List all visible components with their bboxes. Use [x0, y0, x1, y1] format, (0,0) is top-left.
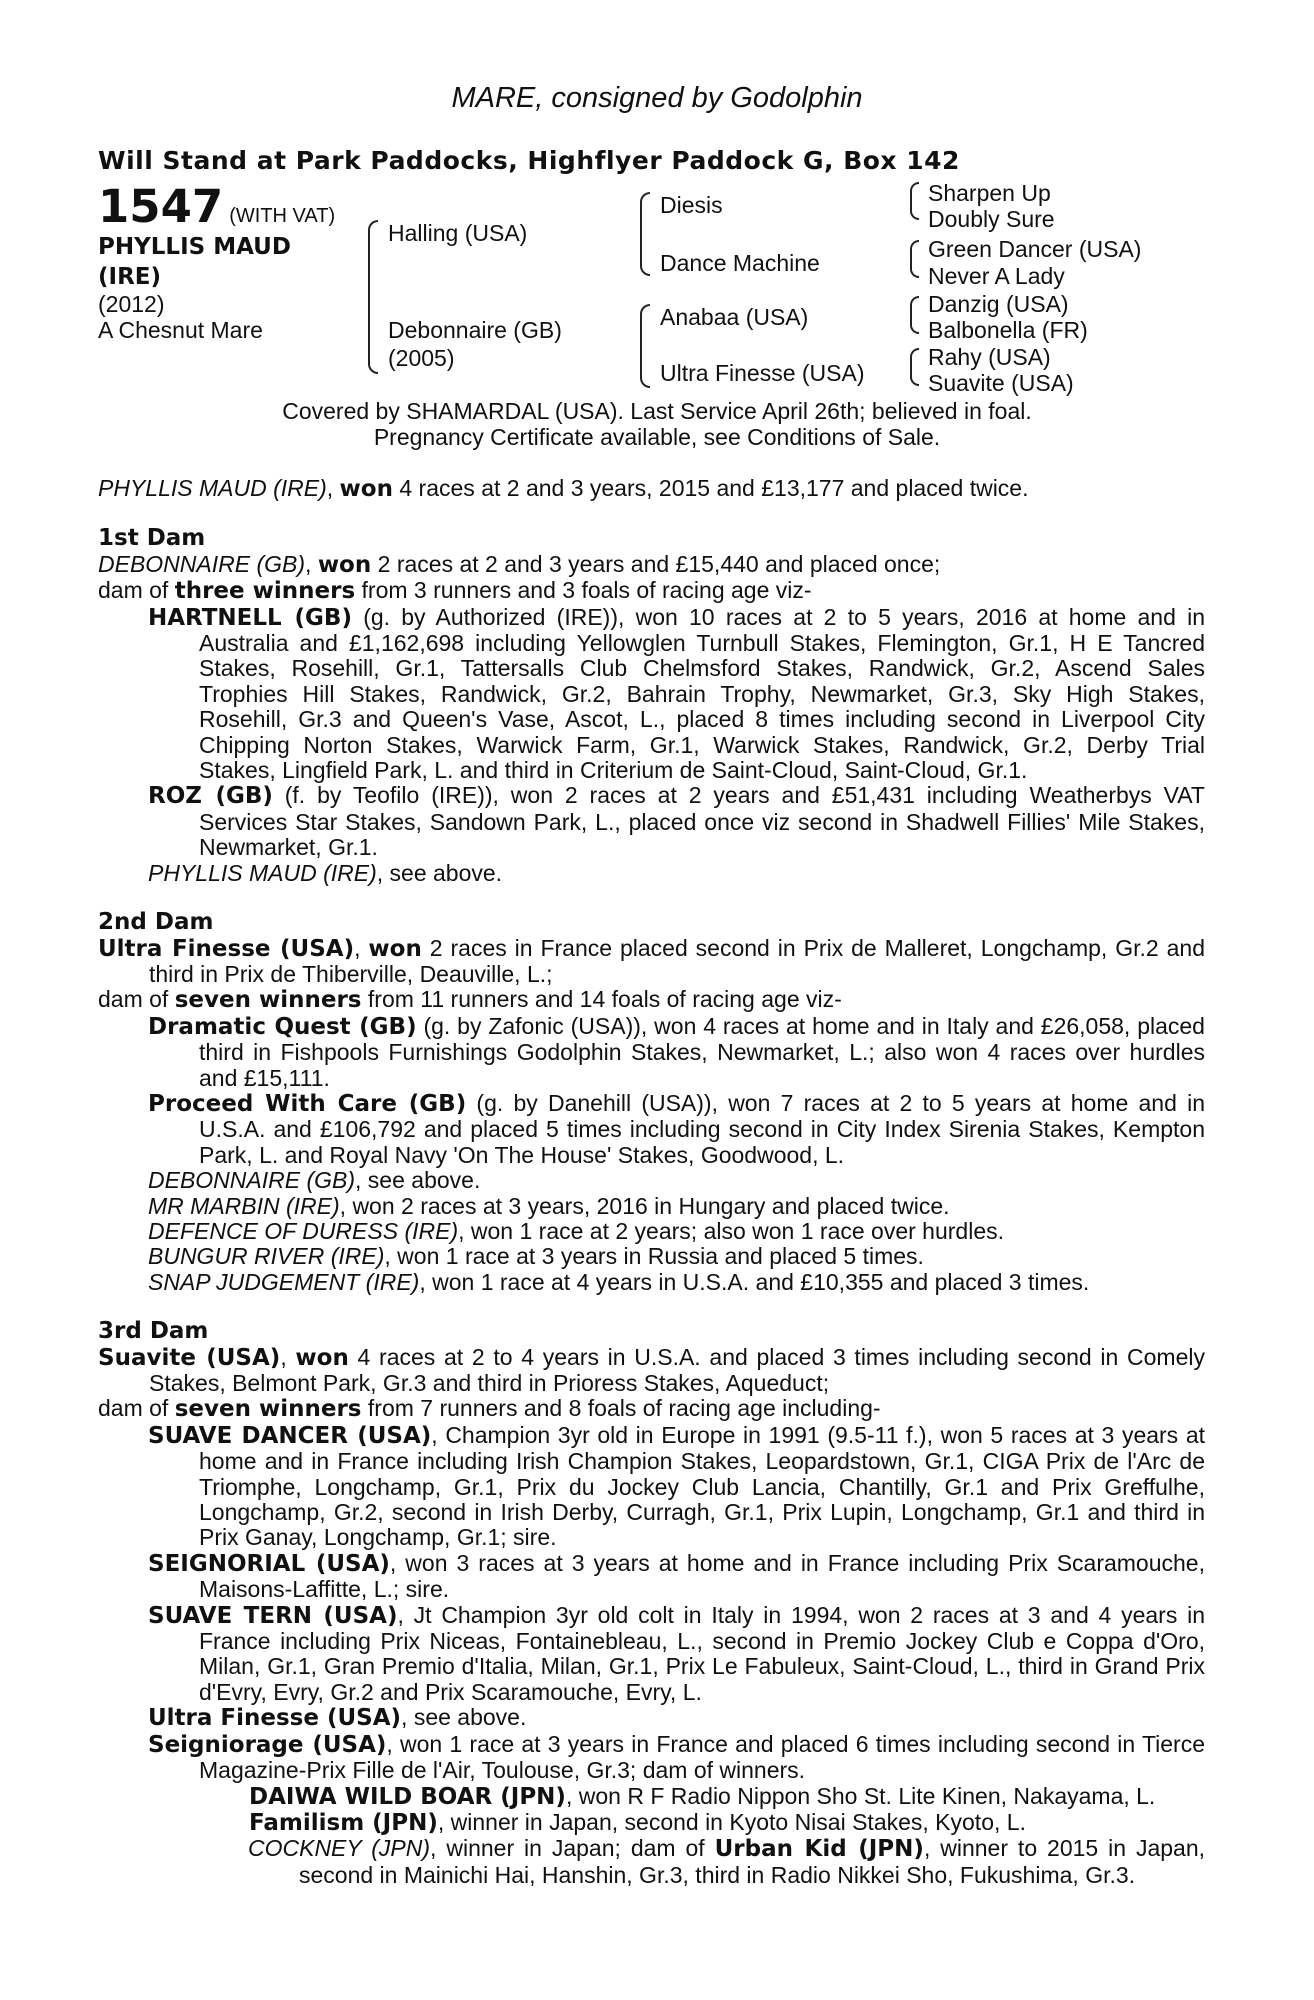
stand-location: Will Stand at Park Paddocks, Highflyer Paddock G, Box 142: [98, 146, 960, 175]
runner-name: BUNGUR RIVER (IRE): [148, 1243, 385, 1270]
intro-text: 4 races at 2 and 3 years, 2015 and £13,177 and placed twice.: [392, 475, 1029, 501]
dam1-runner: [98, 605, 1205, 784]
dam2-heading: 2nd Dam: [98, 909, 214, 936]
runner-text: (f. by Teofilo (IRE)), won 2 races at 2 years and £51,431 including Weatherbys VAT Services Star Stakes, Sandown Park, L., placed once viz second in Shadwell Fillies' Mile Stakes, Newmarket, Gr.1.: [199, 782, 1205, 861]
runner-text: , won 1 race at 3 years in France and placed 6 times including second in Tierce Magazine-Prix Fille de l'Air, Toulouse, Gr.3; dam of winners.: [199, 1730, 1205, 1784]
pedigree-brace: [910, 348, 919, 386]
dam3-runner: [98, 1732, 1205, 1784]
dam2-won: won: [368, 935, 422, 962]
dam2-summary-pre: dam of: [98, 986, 175, 1013]
runner-name: Proceed With Care (GB): [148, 1090, 467, 1117]
dam3-runner: [98, 1705, 1205, 1731]
pedigree-block: [0, 180, 1314, 400]
g3-rahy: Rahy (USA): [928, 344, 1051, 370]
dam2-summary-bold: seven winners: [174, 987, 362, 1014]
g3-danzig: Danzig (USA): [928, 291, 1069, 317]
runner-name: COCKNEY (JPN): [248, 1835, 431, 1862]
runner-name: SEIGNORIAL (USA): [148, 1550, 390, 1577]
dam2-record: Ultra Finesse (USA), won 2 races in France placed second in Prix de Malleret, Longchamp, Gr.2 and third in Prix de Thiberville, Deauville, L.;: [98, 934, 1205, 987]
dam1-summary-bold: three winners: [174, 578, 356, 605]
runner-name: PHYLLIS MAUD (IRE): [148, 859, 377, 886]
runner-text: , winner in Japan; dam of: [430, 1835, 715, 1862]
dam3-runner: [98, 1551, 1205, 1603]
dam3-record-text: 4 races at 2 to 4 years in U.S.A. and placed 3 times including second in Comely Stakes, Belmont Park, Gr.3 and third in Prioress Stakes, Aqueduct;: [149, 1343, 1205, 1396]
runner-text: , winner in Japan, second in Kyoto Nisai Stakes, Kyoto, L.: [437, 1808, 1026, 1835]
sire-dam: Dance Machine: [660, 250, 820, 276]
g3-doubly-sure: Doubly Sure: [928, 206, 1055, 232]
dam2-runner: [98, 1219, 1205, 1244]
dam1-record-text: 2 races at 2 and 3 years and £15,440 and placed once;: [371, 550, 941, 577]
dam2-summary-post: from 11 runners and 14 foals of racing age viz-: [361, 986, 842, 1013]
dam3-sub-runner: [98, 1784, 1205, 1810]
dam1-runner: [98, 783, 1205, 860]
dam1-won: won: [317, 551, 372, 578]
dam1-summary-post: from 3 runners and 3 foals of racing age viz-: [355, 577, 812, 604]
consignor-title: MARE, consigned by Godolphin: [451, 82, 863, 114]
covered-line1: Covered by SHAMARDAL (USA). Last Service April 26th; believed in foal.: [282, 398, 1032, 424]
runner-name: MR MARBIN (IRE): [148, 1192, 340, 1219]
runner-name: DAIWA WILD BOAR (JPN): [249, 1783, 566, 1810]
covered-line2: Pregnancy Certificate available, see Conditions of Sale.: [373, 424, 941, 450]
runner-name: Dramatic Quest (GB): [148, 1013, 417, 1040]
runner-text: , won 3 races at 3 years at home and in France including Prix Scaramouche, Maisons-Laffitte, L.; sire.: [199, 1549, 1205, 1603]
dam1-heading: 1st Dam: [98, 525, 206, 552]
runner-progeny-name: Urban Kid (JPN): [714, 1836, 924, 1863]
runner-text: , see above.: [401, 1704, 527, 1731]
runner-name: DEBONNAIRE (GB): [148, 1167, 356, 1194]
runner-name: SUAVE DANCER (USA): [148, 1422, 432, 1449]
dam3-name: Suavite (USA): [98, 1344, 281, 1371]
runner-name: SUAVE TERN (USA): [148, 1602, 398, 1629]
g3-balbonella: Balbonella (FR): [928, 317, 1088, 343]
dam-sire: Anabaa (USA): [660, 304, 809, 330]
runner-name: Ultra Finesse (USA): [148, 1705, 402, 1732]
dam2-record-text: 2 races in France placed second in Prix de Malleret, Longchamp, Gr.2 and third in Prix de Thiberville, Deauville, L.;: [149, 934, 1205, 987]
lot-number: 1547: [98, 180, 224, 233]
horse-description: A Chesnut Mare: [98, 317, 263, 343]
runner-text: (g. by Authorized (IRE)), won 10 races at 2 to 5 years, 2016 at home and in Australia and £1,162,698 including Yellowglen Turnbull Stakes, Flemington, Gr.1, H E Tancred Stakes, Rosehill, Gr.1, Tattersalls Club Chelmsford Stakes, Randwick, Gr.2, Ascend Sales Trophies Hill Stakes, Randwick, Gr.2, Bahrain Trophy, Newmarket, Gr.3, Sky High Stakes, Rosehill, Gr.3 and Queen's Vase, Ascot, L., placed 8 times including second in Liverpool City Chipping Norton Stakes, Warwick Farm, Gr.1, Warwick Stakes, Randwick, Gr.2, Derby Trial Stakes, Lingfield Park, L. and third in Criterium de Saint-Cloud, Saint-Cloud, Gr.1.: [199, 603, 1205, 784]
runner-text: , won 1 race at 4 years in U.S.A. and £10,355 and placed 3 times.: [419, 1268, 1090, 1295]
intro-paragraph: PHYLLIS MAUD (IRE), won 4 races at 2 and 3 years, 2015 and £13,177 and placed twice.: [98, 475, 1029, 502]
runner-text: , won 1 race at 2 years; also won 1 race over hurdles.: [458, 1217, 1004, 1244]
horse-name-line2: (IRE): [98, 264, 162, 290]
pedigree-brace: [910, 182, 919, 220]
intro-won: won: [339, 476, 393, 502]
catalogue-body: [98, 476, 1205, 1888]
dam3-summary-bold: seven winners: [174, 1396, 362, 1423]
runner-name: HARTNELL (GB): [148, 604, 352, 631]
dam1-name: DEBONNAIRE (GB): [98, 550, 306, 577]
pedigree-brace: [910, 296, 919, 334]
dam2-runner: [98, 1014, 1205, 1091]
dam3-sub-runner: [98, 1810, 1205, 1836]
covering-details: [0, 398, 1314, 450]
dam3-sub-runner: [98, 1836, 1205, 1888]
dam3-runner: [98, 1423, 1205, 1551]
dam3-runner: [98, 1603, 1205, 1706]
horse-year: (2012): [98, 291, 165, 317]
runner-text: , see above.: [376, 859, 503, 886]
runner-text: , won 1 race at 3 years in Russia and placed 5 times.: [384, 1243, 924, 1270]
runner-text: , won 2 races at 3 years, 2016 in Hungary and placed twice.: [339, 1192, 950, 1219]
runner-name: DEFENCE OF DURESS (IRE): [148, 1217, 459, 1244]
intro-name: PHYLLIS MAUD (IRE): [98, 475, 327, 501]
pedigree-brace: [910, 240, 919, 278]
dam3-won: won: [295, 1344, 349, 1371]
dam2-runner: [98, 1244, 1205, 1269]
dam1-record: DEBONNAIRE (GB), won 2 races at 2 and 3 years and £15,440 and placed once;: [98, 550, 941, 578]
lot-number-line: [98, 180, 335, 233]
dam1-summary-pre: dam of: [98, 577, 175, 604]
runner-name: SNAP JUDGEMENT (IRE): [148, 1268, 420, 1295]
dam2-runner: [98, 1270, 1205, 1295]
runner-name: ROZ (GB): [148, 783, 273, 810]
dam2-runner: [98, 1091, 1205, 1168]
g3-never-a-lady: Never A Lady: [928, 263, 1065, 289]
runner-text: , won R F Radio Nippon Sho St. Lite Kinen, Nakayama, L.: [565, 1782, 1156, 1809]
runner-text: , see above.: [355, 1167, 481, 1194]
g3-sharpen-up: Sharpen Up: [928, 180, 1051, 206]
dam2-produce-summary: [98, 987, 1205, 1013]
dam2-runner: [98, 1194, 1205, 1219]
runner-text: , Champion 3yr old in Europe in 1991 (9.5-11 f.), won 5 races at 3 years at home and in France including Irish Champion Stakes, Leopardstown, Gr.1, CIGA Prix de l'Arc de Triomphe, Longchamp, Gr.1, Prix du Jockey Club Lancia, Chantilly, Gr.1 and Prix Greffulhe, Longchamp, Gr.2, second in Irish Derby, Curragh, Gr.1, Prix Lupin, Longchamp, Gr.1 and third in Prix Ganay, Longchamp, Gr.1; sire.: [199, 1421, 1205, 1551]
dam: Debonnaire (GB): [388, 317, 562, 343]
dam2-name: Ultra Finesse (USA): [98, 935, 355, 962]
g3-suavite: Suavite (USA): [928, 370, 1074, 396]
dam3-produce-summary: [98, 1396, 1205, 1422]
runner-text: , Jt Champion 3yr old colt in Italy in 1994, won 2 races at 3 and 4 years in France including Prix Niceas, Fontainebleau, L., second in Premio Jockey Club e Coppa d'Oro, Milan, Gr.1, Gran Premio d'Italia, Milan, Gr.1, Prix Le Fabuleux, Saint-Cloud, L., third in Grand Prix d'Evry, Evry, Gr.2 and Prix Scaramouche, Evry, L.: [199, 1601, 1206, 1705]
dam3-heading: 3rd Dam: [98, 1318, 209, 1345]
pedigree-brace: [640, 304, 650, 388]
runner-text: (g. by Danehill (USA)), won 7 races at 2 to 5 years at home and in U.S.A. and £106,792 and placed 5 times including second in City Index Sirenia Stakes, Kempton Park, L. and Royal Navy 'On The House' Stakes, Goodwood, L.: [199, 1089, 1205, 1168]
dam3-summary-post: from 7 runners and 8 foals of racing age including-: [361, 1395, 881, 1422]
pedigree-brace: [640, 192, 650, 276]
sire: Halling (USA): [388, 220, 528, 246]
dam3-summary-pre: dam of: [98, 1395, 175, 1422]
g3-green-dancer: Green Dancer (USA): [928, 236, 1142, 262]
pedigree-brace: [368, 220, 378, 374]
dam3-record: Suavite (USA), won 4 races at 2 to 4 years in U.S.A. and placed 3 times including second in Comely Stakes, Belmont Park, Gr.3 and third in Prioress Stakes, Aqueduct;: [98, 1343, 1205, 1396]
dam1-produce-summary: [98, 578, 1205, 604]
runner-text: , winner to 2015 in Japan, second in Mainichi Hai, Hanshin, Gr.3, third in Radio Nikkei Sho, Fukushima, Gr.3.: [299, 1835, 1206, 1888]
dam-dam: Ultra Finesse (USA): [660, 360, 865, 386]
runner-text: (g. by Zafonic (USA)), won 4 races at home and in Italy and £26,058, placed third in Fishpools Furnishings Godolphin Stakes, Newmarket, L.; also won 4 races over hurdles and £15,111.: [199, 1012, 1205, 1091]
runner-name: Familism (JPN): [249, 1809, 438, 1836]
dam2-runner: [98, 1168, 1205, 1193]
dam-year: (2005): [388, 345, 455, 371]
runner-name: Seigniorage (USA): [148, 1731, 387, 1758]
dam1-runner: [98, 861, 1205, 886]
lot-vat: (WITH VAT): [229, 205, 336, 227]
sire-sire: Diesis: [660, 192, 723, 218]
horse-name-line1: PHYLLIS MAUD: [98, 234, 291, 260]
